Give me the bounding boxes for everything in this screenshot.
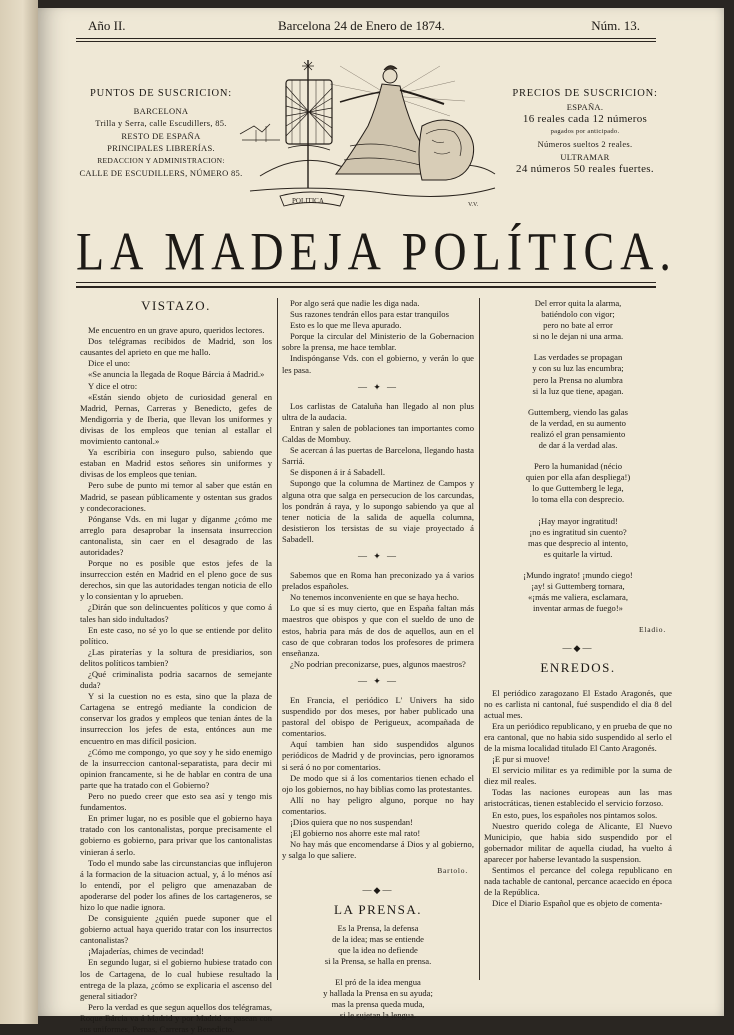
poem-line: Del error quita la alarma,	[534, 298, 622, 308]
article-paragraph: ¿Dirán que son delincuentes políticos y que como á tales han sido indultados?	[80, 602, 272, 624]
sub-price-line: 16 reales cada 12 números	[522, 113, 648, 125]
article-paragraph: ¿Cómo me compongo, yo que soy y he sido enemigo de la insurreccion cantonal-separatista, para decir mi opinion francamente, si he de hablar en contra de una parte que ha tratado con el Gobierno?	[80, 746, 272, 790]
issue-header	[88, 18, 646, 40]
article-paragraph: Y dice el otro:	[88, 380, 138, 391]
separator-ornament: — ✦ —	[357, 675, 399, 686]
poem-line: mas la prensa queda muda,	[331, 999, 425, 1010]
separator-ornament: —◆—	[562, 643, 594, 654]
poem-line: mas que desprecio al intento,	[528, 537, 628, 548]
separator-ornament: — ✦ —	[357, 381, 399, 392]
article-paragraph: Me encuentro en un grave apuro, queridos lectores.	[88, 325, 265, 336]
article-paragraph: Ya escribiria con inseguro pulso, sabiendo que estaban en Madrid estos señores sin uniformes y divisas de los empleos que tenian.	[80, 447, 272, 480]
article-paragraph: ¡Majaderías, chimes de vecindad!	[88, 946, 204, 957]
poem-stanza	[484, 570, 672, 614]
sub-point-line: Trilla y Serra, calle Escudillers, 85.	[95, 118, 227, 128]
poem-stanza	[484, 516, 672, 560]
separator-ornament: — ✦ —	[357, 550, 399, 561]
poem-line: El pró de la idea mengua	[335, 977, 421, 988]
subscription-prices-title: PRECIOS DE SUSCRICION:	[512, 88, 658, 99]
article-paragraph: ¿No podrian preconizarse, pues, algunos maestros?	[290, 658, 466, 669]
article-paragraph: Esto es lo que me lleva apurado.	[290, 320, 402, 331]
poem-stanza	[484, 407, 672, 451]
column-middle	[282, 298, 474, 1021]
article-paragraph: De consiguiente ¿quién puede suponer que el gobierno actual haya querido tratar con los insurrectos cantonalistas?	[80, 913, 272, 946]
sub-price-line: ESPAÑA.	[566, 101, 604, 112]
header-rule-top	[76, 38, 656, 39]
article-paragraph: «Se anuncia la llegada de Roque Bárcia á Madrid.»	[88, 369, 265, 380]
poem-line: lo toma ella con desprecio.	[531, 494, 625, 505]
poem-line: si la luz que tiene, apagan.	[532, 385, 624, 396]
poem-line: de dar á la verdad alas.	[538, 440, 618, 451]
poem-line: de la verdad, en su aumento	[530, 417, 626, 428]
poem-stanza	[484, 461, 672, 505]
article-paragraph: Pero sube de punto mi temor al saber que están en Madrid, se pasean públicamente y ostentan sus grados y condecoraciones.	[80, 480, 272, 513]
poem-title-la-prensa: LA PRENSA.	[334, 901, 422, 917]
separator-ornament: —◆—	[362, 884, 394, 895]
poem-line: Pero la humanidad (nécio	[533, 461, 623, 472]
poem-line: es quitarle la virtud.	[543, 548, 613, 559]
poem-stanza	[282, 977, 474, 1021]
poem-line: Guttemberg, viendo las galas	[527, 406, 629, 417]
sub-point-line: REDACCION Y ADMINISTRACION:	[97, 155, 225, 165]
article-paragraph: ¿Qué criminalista podria sacarnos de semejante duda?	[80, 669, 272, 691]
article-paragraph: Sus razones tendrán ellos para estar tranquilos	[290, 309, 449, 320]
sub-price-line: ULTRAMAR	[560, 151, 610, 162]
article-paragraph: Sentimos el percance del colega republicano en nada tachable de cantonal, percance acaecido en época de la República.	[484, 865, 672, 898]
column-separator	[277, 298, 278, 980]
allegory-vignette	[240, 56, 500, 212]
article-paragraph: Todas las naciones europeas aun las mas aristocráticas, tienen establecido el servicio forzoso.	[484, 787, 672, 809]
sub-point-line: BARCELONA	[133, 105, 189, 116]
article-paragraph: Se acercan á las puertas de Barcelona, llegando hasta Sarriá.	[282, 445, 474, 467]
article-paragraph: Los carlistas de Cataluña han llegado al non plus ultra de la audacia.	[282, 400, 474, 422]
article-paragraph: ¿Las piraterías y la soltura de presidiarios, son delitos políticos tambien?	[80, 646, 272, 668]
masthead-title: LA MADEJA POLÍTICA.	[76, 221, 677, 282]
article-paragraph: El periódico zaragozano El Estado Aragonés, que no es carlista ni cantonal, fué suspendido el dia 8 del actual mes.	[484, 687, 672, 720]
article-paragraph: Era un periódico republicano, y en prueba de que no era cantonal, que no habia sido suspendido al serlo el de la misma localidad titulado El Canto Aragonés.	[484, 720, 672, 753]
issue-year: Año II.	[88, 18, 126, 33]
article-paragraph: En primer lugar, no es posible que el gobierno haya tratado con los cantonalistas, porque precisamente el gobierno es gobierno, para privar que los cantonalistas vinieran á serlo.	[80, 813, 272, 857]
poem-line: batiéndolo con vigor;	[541, 309, 615, 320]
poem-line: ¡Hay mayor ingratitud!	[538, 515, 618, 526]
poem-line: que la idea no defiende	[338, 944, 418, 955]
poem-line: realizó el gran pensamiento	[530, 428, 626, 439]
article-paragraph: Allí no hay peligro alguno, porque no hay comentarios.	[282, 794, 474, 816]
masthead-rule	[76, 282, 656, 283]
masthead-rule-thick	[76, 286, 656, 288]
article-paragraph: No tenemos inconveniente en que se haya hecho.	[290, 592, 459, 603]
article-paragraph: No hay más que encomendarse á Dios y al gobierno, y salga lo que saliere.	[282, 839, 474, 861]
poem-line: lo que Guttemberg le lega,	[532, 483, 624, 494]
article-paragraph: Por algo será que nadie les diga nada.	[290, 298, 420, 308]
column-separator	[479, 298, 480, 980]
poem-line: quien por ella afan despliega!)	[525, 472, 631, 483]
article-paragraph: Pónganse Vds. en mi lugar y díganme ¿cómo me arreglo para desaprobar la insensata insurreccion cantonalista, sin caer en el desagrado de las autoridades?	[80, 513, 272, 557]
article-paragraph: De modo que si á los comentarios tienen echado el ojo los gobiernos, no hay biblias como las protestantes.	[282, 772, 474, 794]
article-paragraph: Todo el mundo sabe las circunstancias que influjeron á la formacion de la situacion actual, y, á lo ménos así lo entendí, por el peligro que amenazaban de apoderarse del poder los afines de los cartageneros, se hizo lo que nadie ignora.	[80, 857, 272, 912]
issue-place-date: Barcelona 24 de Enero de 1874.	[278, 18, 445, 33]
poem-line: si no le dejan ni una arma.	[532, 331, 624, 342]
poem-line: ¡no es ingratitud sin cuento?	[529, 526, 627, 537]
poem-line: ¡ay! si Guttemberg tornara,	[531, 580, 625, 591]
article-paragraph: Se disponen á ir á Sabadell.	[290, 467, 385, 478]
signature-bartolo: Bartolo.	[437, 866, 468, 876]
article-paragraph: Porque no es posible que estos jefes de la insurreccion estén en Madrid en el pleno goce de sus derechos, sin que las autoridades tengan noticia de ello y lo consientan y lo aprueben.	[80, 558, 272, 602]
poem-line: «¡más me valiera, esclamara,	[528, 592, 628, 603]
article-paragraph: En Francia, el periódico L' Univers ha sido suspendido por dos meses, por haber publicado una pastoral del obispo de Perigueux, acompañada de comentarios.	[282, 695, 474, 739]
article-paragraph: Dos telégramas recibidos de Madrid, son los causantes del aprieto en que me hallo.	[80, 336, 272, 358]
signature-eladio: Eladio.	[638, 625, 666, 635]
article-paragraph: Sabemos que en Roma han preconizado ya á varios prelados españoles.	[282, 570, 474, 592]
poem-line: Las verdades se propagan	[533, 352, 623, 363]
article-paragraph: En este caso, no sé yo lo que se entiende por delito político.	[80, 624, 272, 646]
subscription-prices	[500, 88, 670, 176]
poem-line: si le sujetan la lengua.	[339, 1010, 417, 1021]
section-title-enredos: ENREDOS.	[540, 660, 616, 676]
article-paragraph: Supongo que la columna de Martinez de Campos y alguna otra que salga en persecucion de los carcundas, los pondrán á raya, y lo supongo sabiendo ya que al tener noticia de la salida de aquella columna, desistieron los tersistas de su viaje proyectado á Sabadell.	[282, 478, 474, 544]
issue-number: Núm. 13.	[591, 18, 640, 33]
article-paragraph: Aquí tambien han sido suspendidos algunos periódicos de Madrid y de provincias, pero ignoramos si será ó no por comentarios.	[282, 739, 474, 772]
subscription-points	[76, 88, 246, 180]
sub-price-line: 24 números 50 reales fuertes.	[516, 163, 654, 175]
article-paragraph: Dice el Diario Español que es objeto de comenta-	[492, 898, 663, 909]
poem-line: y hallada la Prensa en su ayuda;	[323, 988, 433, 999]
poem-line: Es la Prensa, la defensa	[337, 922, 419, 933]
poem-stanza	[484, 298, 672, 342]
article-paragraph: El servicio militar es ya redimible por la suma de diez mil reales.	[484, 765, 672, 787]
vignette-signature: V.V.	[468, 202, 479, 208]
vignette-label: POLITICA	[292, 197, 324, 205]
article-paragraph: Indispónganse Vds. con el gobierno, y verán lo que les pasa.	[282, 353, 474, 375]
header-rule-top-2	[76, 41, 656, 42]
poem-line: inventar armas de fuego!»	[533, 603, 623, 614]
article-paragraph: Dice el uno:	[88, 358, 130, 369]
article-paragraph: ¡Dios quiera que no nos suspendan!	[290, 817, 413, 828]
poem-line: ¡Mundo ingrato! ¡mundo ciego!	[523, 569, 633, 580]
section-title-vistazo: VISTAZO.	[141, 298, 211, 313]
article-paragraph: ¡El gobierno nos ahorre este mal rato!	[290, 828, 421, 839]
article-paragraph: Pero la verdad es que segun aquellos dos telégramas, Roque Bárcia va á Madrid y por Madrid se pasean con sus uniformes, Pernas, Carreras y Benedicto.	[80, 1001, 272, 1034]
sub-point-line: PRINCIPALES LIBRERÍAS.	[107, 143, 215, 153]
article-paragraph: En esto, pues, los españoles nos pintamos solos.	[492, 809, 658, 820]
book-binding	[0, 0, 38, 1024]
sub-point-line: RESTO DE ESPAÑA	[121, 130, 201, 141]
article-paragraph: En segundo lugar, si el gobierno hubiese tratado con los de Cartagena, de lo cual hubiese resultado la entrega de la plaza, ¿cómo se explicaria el ascenso del general sitiador?	[80, 957, 272, 1001]
poem-stanza	[484, 352, 672, 396]
sub-price-line: Números sueltos 2 reales.	[537, 139, 633, 149]
poem-line: pero no bate al error	[543, 320, 613, 331]
sub-point-line: CALLE DE ESCUDILLERS, NÚMERO 85.	[79, 168, 243, 178]
article-paragraph: Lo que sí es muy cierto, que en España faltan más maestros que obispos y que con el sueldo de uno de estos, habria para más de dos de aquellos, aun en el caso de que cobraran todos los profesores de primera enseñanza.	[282, 603, 474, 658]
sub-price-line: pagados por anticipado.	[550, 127, 620, 135]
article-paragraph: Pero no puedo creer que esto sea así y tengo mis fundamentos.	[80, 791, 272, 813]
column-right	[484, 298, 672, 980]
article-paragraph: «Están siendo objeto de curiosidad general en Madrid, Pernas, Carreras y Benedicto, gefes de Mendigorria y de Iberia, que llevan los uniformes y divisas de los empleos que tenian al estallar el movimiento cantonal.»	[80, 391, 272, 447]
poem-line: y con su luz las encumbra;	[532, 363, 624, 374]
article-paragraph: Y si la cuestion no es esta, sino que la plaza de Cartagena se entregó mediante la condicion de conservar los grados y empleos que tenian ántes de la insurreccion los jefes de esta, entónces aun me encuentro en mas difícil posicion.	[80, 691, 272, 746]
poem-line: pero la Prensa no alumbra	[533, 374, 623, 385]
article-paragraph: Porque la circular del Ministerio de la Gobernacion sobre la prensa, me hace temblar.	[282, 331, 474, 353]
poem-line: si la Prensa, se halla en prensa.	[324, 955, 432, 966]
subscription-points-title: PUNTOS DE SUSCRICION:	[89, 88, 233, 99]
column-vistazo	[80, 298, 272, 1034]
poem-line: de la idea; mas se entiende	[332, 933, 424, 944]
article-paragraph: Nuestro querido colega de Alicante, El Nuevo Municipio, que habia sido suspendido por el gobernador militar de aquella ciudad, ha vuelto á aparecer por haberse levantado la suspension.	[484, 820, 672, 864]
article-paragraph: Entran y salen de poblaciones tan importantes como Caldas de Mombuy.	[282, 422, 474, 445]
article-paragraph: ¡E pur si muove!	[492, 754, 550, 765]
poem-stanza	[282, 923, 474, 967]
